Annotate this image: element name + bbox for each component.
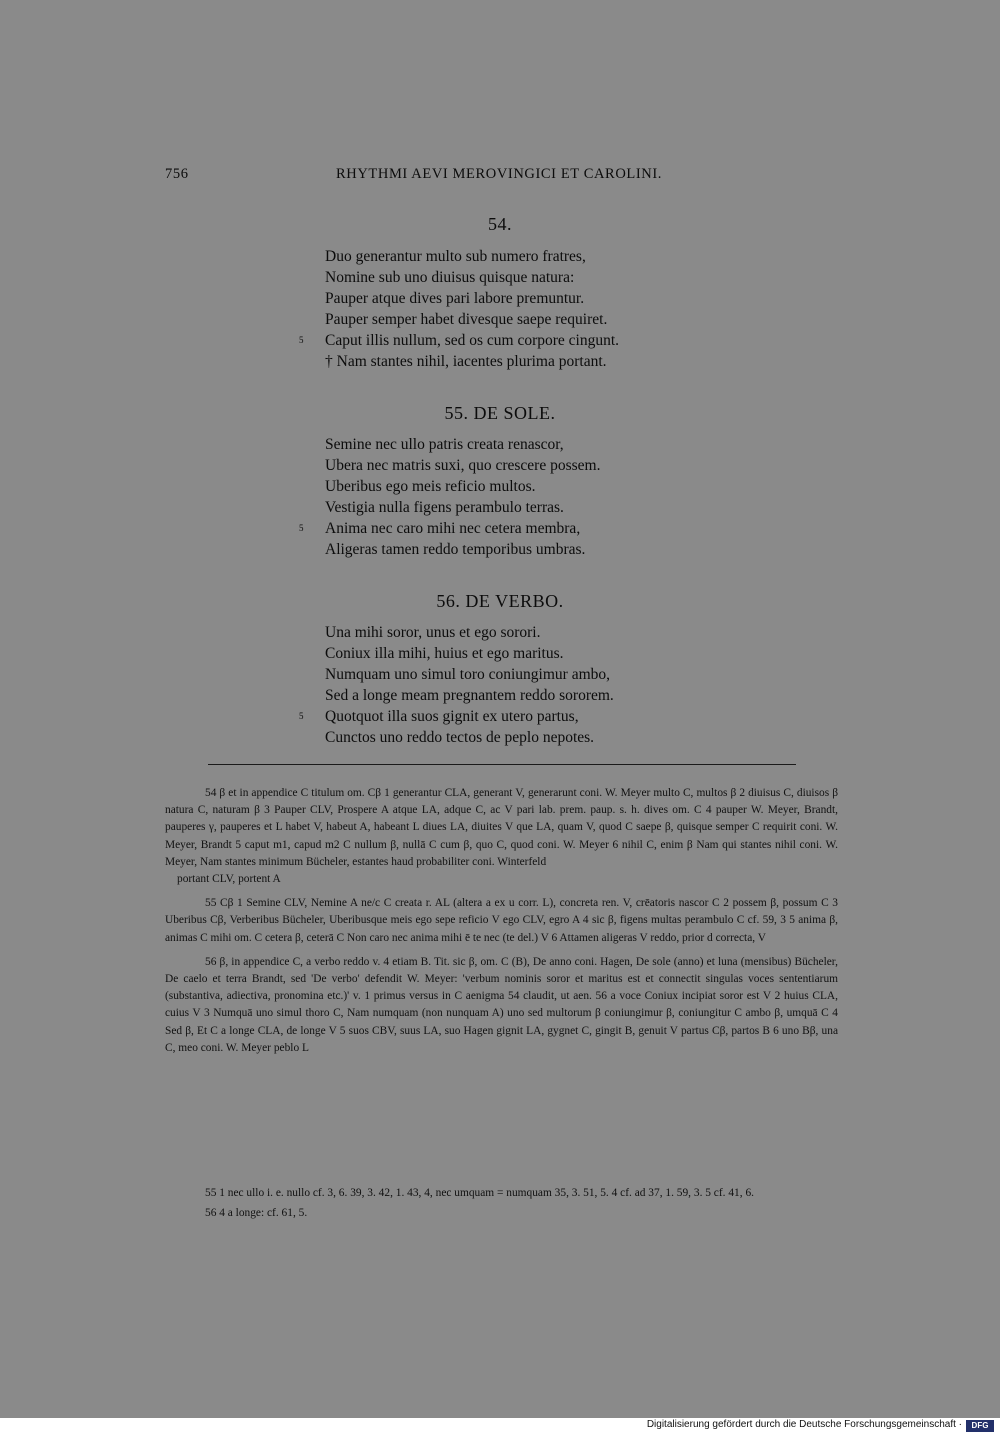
apparatus-entry-54-cont: portant CLV, portent A [177,873,281,886]
verse-line: † Nam stantes nihil, iacentes plurima portant. [325,353,607,370]
verse-line: Uberibus ego meis reficio multos. [325,478,536,495]
verse-line: Duo generantur multo sub numero fratres, [325,248,586,265]
funding-notice: Digitalisierung gefördert durch die Deutsche Forschungsgemeinschaft · [646,1419,962,1430]
verse-line: Nomine sub uno diuisus quisque natura: [325,269,575,286]
verse-line: Cunctos uno reddo tectos de peplo nepotes. [325,729,595,746]
apparatus-entry-54: 54 β et in appendice C titulum om. Cβ 1 generantur CLA, generant V, generarunt coni. W. Meyer multo C, multos β 2 diuisus C, diuisos β natura C, naturam β 3 Pauper CLV, Prospere A atque LA, adque C, ac V pari lab. prem. paup. s. h. dives om. C 4 pauper W. Meyer, Brandt, pauperes γ, pauperes et L habet V, habeut A, habeant L diues LA, diuites V que LA, quam V, quod C saepe β, quisque semper C requirit coni. W. Meyer, Brandt 5 caput m1, capud m2 C nullum β, nullā C cum β, quo C, quod coni. W. Meyer 6 nihil C, enim β Nam qui stantes nihil coni. W. Meyer, Nam stantes minimum Bücheler, estantes haud probabiliter coni. Winterfeld [165,787,838,868]
apparatus-entry-55: 55 Cβ 1 Semine CLV, Nemine A ne/c C creata r. AL (altera a ex u corr. L), concreta ren. V, crēatoris nascor C 2 possem β, possum C 3 Uberibus Cβ, Verberibus Bücheler, Uberibusque meis ego sepe reficio V ego CLV, egro A 4 sic β, figens multas perambulo C cf. 59, 3 5 anima β, animas C mihi om. C cetera β, ceterā C Non caro nec anima mihi ē te nec (te del.) V 6 Attamen aligeras V reddo, prior d correcta, V [165,897,838,944]
parallel-notes [165,1185,838,1222]
verse-line: Pauper atque dives pari labore premuntur. [325,290,585,307]
apparatus-entry-56: 56 β, in appendice C, a verbo reddo v. 4 etiam B. Tit. sic β, om. C (B), De anno coni. Hagen, De sole (anno) et luna (mensibus) Bücheler, De caelo et terra Brandt, sed 'De verbo' defendit W. Meyer: 'verbum nominis soror et maritus est et connectit singulas voces sententiarum (substantiva, adiectiva, pronomina etc.)' v. 1 primus versus in C aenigma 54 claudit, ut aen. 56 a voce Coniux incipiat soror est V 2 huius CLA, cuius V 3 Numquā uno simul thoro C, Nam numquam (non nunquam A) uno sed multorum β coniungimur β, coniungitur C ambo β, umquā C 4 Sed β, Et C a longe CLA, de longe V 5 suos CBV, suus LA, suo Hagen gignit LA, gygnet C, gingit B, genuit V partus Cβ, partos B 6 uno Bβ, una C, meo coni. W. Meyer peblo L [165,955,838,1054]
footer-bar [0,1418,1000,1434]
verse-line: 5 Caput illis nullum, sed os cum corpore cingunt. [299,332,620,349]
poem-title-55: 55. DE SOLE. [444,403,556,423]
poem-55 [299,434,745,560]
verse-line: Pauper semper habet divesque saepe requiret. [325,311,608,328]
poem-54 [299,246,745,372]
page-number: 756 [165,166,189,182]
dfg-logo: DFG [966,1420,994,1432]
line-number: 5 [299,335,304,345]
verse-line: Sed a longe meam pregnantem reddo sororem. [325,687,614,704]
verse-line: Numquam uno simul toro coniungimur ambo, [325,666,611,683]
poem-title-54: 54. [488,214,512,234]
verse-line: Aligeras tamen reddo temporibus umbras. [325,541,586,558]
running-title: RHYTHMI AEVI MEROVINGICI ET CAROLINI. [336,166,663,182]
poem-56 [299,622,745,748]
verse-line: 5 Quotquot illa suos gignit ex utero partus, [299,708,579,725]
line-number: 5 [299,711,304,721]
verse-line: Semine nec ullo patris creata renascor, [325,436,564,453]
verse-line: 5 Anima nec caro mihi nec cetera membra, [299,520,581,537]
line-number: 5 [299,523,304,533]
critical-apparatus [165,785,838,1057]
note-56: 56 4 a longe: cf. 61, 5. [205,1207,308,1220]
note-55: 55 1 nec ullo i. e. nullo cf. 3, 6. 39, 3. 42, 1. 43, 4, nec umquam = numquam 35, 3. 51, 5. 4 cf. ad 37, 1. 59, 3. 5 cf. 41, 6. [205,1187,754,1199]
verse-line: Vestigia nulla figens perambulo terras. [325,499,564,516]
verse-line: Coniux illa mihi, huius et ego maritus. [325,645,564,662]
verse-line: Ubera nec matris suxi, quo crescere possem. [325,457,601,474]
footnote-divider [208,764,796,765]
poem-title-56: 56. DE VERBO. [436,591,564,611]
verse-line: Una mihi soror, unus et ego sorori. [325,624,541,641]
